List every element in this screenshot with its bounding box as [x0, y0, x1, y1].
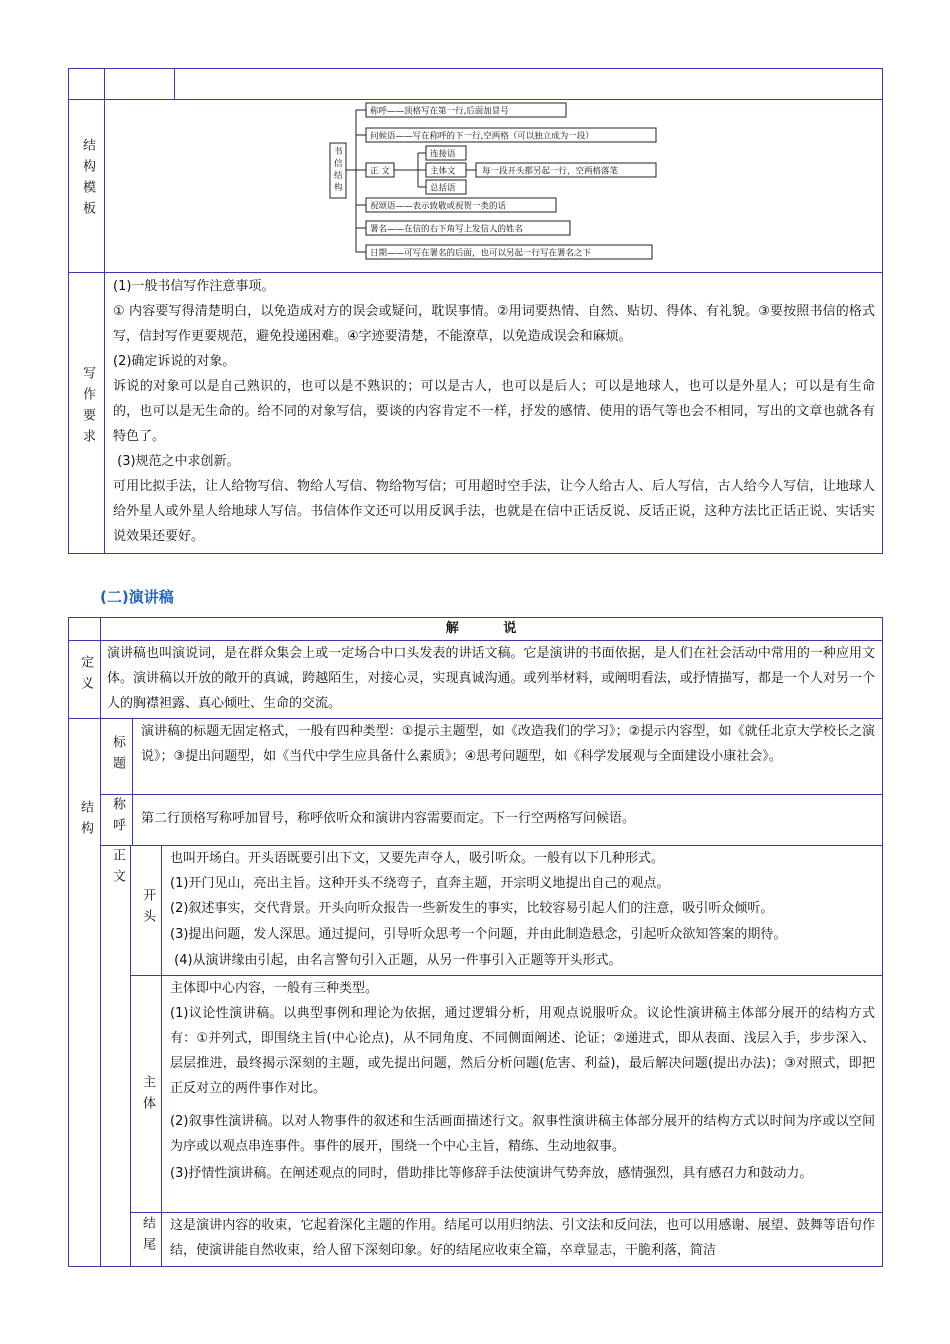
- opening-line: (4)从演讲缘由引起，由名言警句引入正题，从另一件事引入正题等开头形式。: [170, 953, 622, 968]
- diagram-node-body: 正 文: [370, 166, 390, 177]
- diagram-node-salutation: 称呼——顶格写在第一行,后面加冒号: [370, 106, 509, 117]
- ending-label: 结尾: [140, 1216, 155, 1258]
- diagram-node-blessing: 祝颂语——表示致敬或祝贺一类的话: [370, 201, 507, 212]
- definition-label: 定义: [78, 655, 93, 697]
- speech-col-divider: [130, 845, 131, 1267]
- title-label: 标题: [110, 735, 125, 777]
- letter-table-row-divider: [68, 272, 883, 273]
- opening-line: (2)叙述事实，交代背景。开头向听众报告一些新发生的事实，比较容易引起人们的注意，吸引听众倾听。: [170, 901, 774, 916]
- body-label: 正文: [110, 848, 125, 890]
- salutation-text: 第二行顶格写称呼加冒号，称呼依听众和演讲内容需要而定。下一行空两格写问候语。: [141, 811, 636, 826]
- title-text: 演讲稿的标题无固定格式，一般有四种类型：①提示主题型，如《改造我们的学习》；②提示内容型，如《就任北京大学校长之演说》；③提出问题型，如《当代中学生应具备什么素质》；④思考问题型，如《科学发展观与全面建设小康社会》。: [141, 724, 875, 764]
- req-paragraph: ① 内容要写得清楚明白，以免造成对方的误会或疑问，耽误事情。②用词要热情、自然、贴切、得体、有礼貌。③要按照书信的格式写，信封写作更要规范，避免投递困难。④字迹要清楚，不能潦草，以免造成误会和麻烦。: [113, 304, 875, 344]
- diagram-node-signature: 署名——在信的右下角写上发信人的姓名: [370, 224, 524, 235]
- speech-col-divider: [100, 718, 101, 1267]
- main-paragraph: (2)叙事性演讲稿。以对人物事件的叙述和生活画面描述行文。叙事性演讲稿主体部分展开的结构方式以时间为序或以空间为序或以观点串连事件。事件的展开，围绕一个中心主旨，精练、生动地叙事。: [170, 1114, 875, 1154]
- diagram-node-connect: 连接语: [430, 149, 456, 160]
- structure-template-label: 结构模板: [80, 138, 95, 222]
- req-line: (1)一般书信写作注意事项。: [113, 279, 275, 294]
- main-paragraph: (1)议论性演讲稿。以典型事例和理论为依据，通过逻辑分析，用观点说服听众。议论性演讲稿主体部分展开的结构方式有：①并列式，即围绕主旨(中心论点)，从不同角度、不同侧面阐述、论证；②递进式，即从表面、浅层入手，步步深入、层层推进，最终揭示深刻的主题，或先提出问题，然后分析问题(危害、利益)，最后解决问题(提出办法)；③对照式，即把正反对立的两件事作对比。: [170, 1006, 875, 1096]
- diagram-node-body-note: 每一段开头都另起一行，空两格落笔: [482, 166, 619, 177]
- req-paragraph: 可用比拟手法，让人给物写信、物给人写信、物给物写信；可用超时空手法，让今人给古人、后人写信，古人给今人写信，让地球人给外星人或外星人给地球人写信。书信体作文还可以用反讽手法，也就是在信中正话反说、反话正说，这种方法比正话正说、实话实说效果还要好。: [113, 479, 875, 544]
- letter-structure-diagram: [326, 100, 666, 268]
- diagram-node-greeting: 问候语——写在称呼的下一行,空两格（可以独立成为一段）: [370, 131, 594, 142]
- opening-line: (1)开门见山，亮出主旨。这种开头不绕弯子，直奔主题，开宗明义地提出自己的观点。: [170, 876, 670, 891]
- salutation-label: 称呼: [110, 797, 125, 839]
- letter-table-col-divider: [104, 68, 105, 554]
- diagram-root-char: 结: [334, 171, 343, 181]
- req-line: (2)确定诉说的对象。: [113, 354, 236, 369]
- diagram-node-main: 主体文: [430, 166, 456, 177]
- writing-requirements-label: 写作要求: [80, 366, 95, 450]
- opening-line: 也叫开场白。开头语既要引出下文，又要先声夺人，吸引听众。一般有以下几种形式。: [170, 851, 665, 866]
- diagram-node-summary: 总括语: [430, 183, 456, 194]
- ending-text: 这是演讲内容的收束，它起着深化主题的作用。结尾可以用归纳法、引文法和反问法，也可以用感谢、展望、鼓舞等语句作结，使演讲能自然收束，给人留下深刻印象。好的结尾应收束全篇，卒章显志，干脆利落，简洁: [170, 1218, 875, 1258]
- section-heading: (二)演讲稿: [100, 588, 174, 606]
- main-line: 主体即中心内容，一般有三种类型。: [170, 981, 379, 996]
- req-line: (3)规范之中求创新。: [113, 454, 240, 469]
- diagram-root-char: 信: [334, 159, 343, 169]
- main-label: 主体: [140, 1075, 155, 1117]
- opening-line: (3)提出问题，发人深思。通过提问，引导听众思考一个问题，并由此制造悬念，引起听众欲知答案的期待。: [170, 927, 787, 942]
- diagram-root-char: 构: [334, 183, 343, 193]
- letter-table-top-inner-divider: [174, 68, 175, 99]
- structure-label: 结构: [78, 800, 93, 842]
- diagram-node-date: 日期——可写在署名的后面，也可以另起一行写在署名之下: [370, 248, 592, 259]
- speech-row-divider: [100, 794, 883, 795]
- definition-text: 演讲稿也叫演说词，是在群众集会上或一定场合中口头发表的讲话文稿。它是演讲的书面依据，是人们在社会活动中常用的一种应用文体。演讲稿以开放的敞开的真诚，跨越陌生，对接心灵，实现真诚沟通。或列举材料，或阐明看法，或抒情描写，都是一个人对另一个人的胸襟袒露、真心倾吐、生命的交流。: [107, 646, 875, 711]
- speech-col-divider: [132, 718, 133, 845]
- req-paragraph: 诉说的对象可以是自己熟识的，也可以是不熟识的；可以是古人，也可以是后人；可以是地球人，也可以是外星人；可以是有生命的，也可以是无生命的。给不同的对象写信，要谈的内容肯定不一样，抒发的感情、使用的语气等也会不相同，写出的文章也就各有特色了。: [113, 379, 875, 444]
- speech-table-header: 解 说: [445, 621, 537, 636]
- diagram-root-char: 书: [334, 147, 343, 157]
- main-paragraph: (3)抒情性演讲稿。在阐述观点的同时，借助排比等修辞手法使演讲气势奔放，感情强烈，具有感召力和鼓动力。: [170, 1166, 813, 1181]
- speech-col-divider: [161, 845, 162, 1267]
- opening-label: 开头: [140, 888, 155, 930]
